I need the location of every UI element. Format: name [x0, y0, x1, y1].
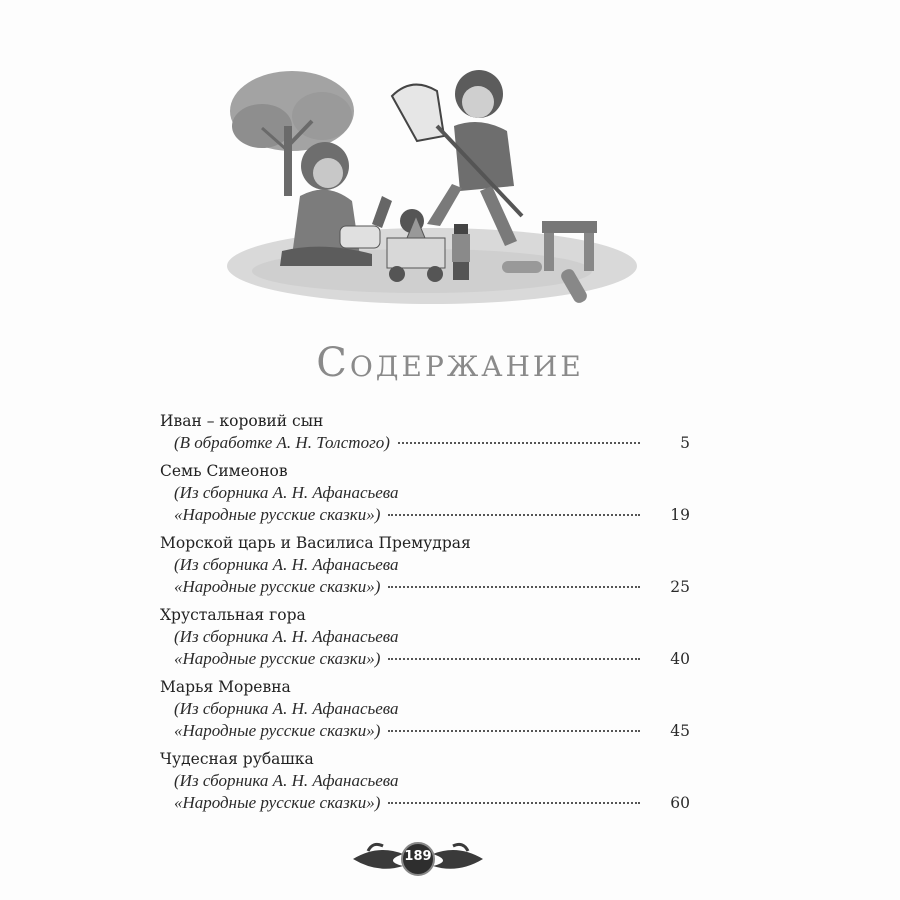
toc-entry-page-number: 19 [670, 506, 690, 524]
toc-entry-source-line [160, 770, 690, 792]
children-playing-illustration [222, 56, 642, 304]
toc-entry-title: Чудесная рубашка [160, 750, 314, 768]
toc-entry-source-line [160, 626, 690, 648]
dot-leader [388, 802, 640, 804]
toc-entry-title: Марья Моревна [160, 678, 291, 696]
toc-entry-source-line [160, 720, 690, 742]
toc-entry [160, 748, 690, 814]
toc-entry-source-text: (Из сборника А. Н. Афанасьева [174, 771, 399, 790]
toc-entry [160, 460, 690, 526]
toc-entry-title: Семь Симеонов [160, 462, 288, 480]
toc-entry-page-number: 5 [680, 434, 690, 452]
toc-entry-source-line [160, 698, 690, 720]
toc-entry-source-line [160, 482, 690, 504]
toc-entry-source-line [160, 648, 690, 670]
toc-entry-source-text: (Из сборника А. Н. Афанасьева [174, 627, 399, 646]
toc-entry-source-line [160, 554, 690, 576]
toc-entry [160, 604, 690, 670]
page-number-ornament [348, 836, 488, 882]
page-title: Содержание [316, 340, 584, 386]
toc-entry-source-text: «Народные русские сказки») [174, 793, 381, 812]
dot-leader [388, 658, 640, 660]
table-of-contents [160, 410, 690, 820]
toc-entry-source-line [160, 792, 690, 814]
toc-entry [160, 676, 690, 742]
toc-entry-page-number: 40 [670, 650, 690, 668]
dot-leader [398, 442, 640, 444]
toc-entry-source-text: «Народные русские сказки») [174, 649, 381, 668]
toc-entry-page-number: 60 [670, 794, 690, 812]
toc-entry [160, 532, 690, 598]
toc-entry-source-text: (Из сборника А. Н. Афанасьева [174, 699, 399, 718]
toc-entry-title: Хрустальная гора [160, 606, 306, 624]
page-number: 189 [404, 849, 432, 864]
toc-entry-page-number: 25 [670, 578, 690, 596]
toc-entry [160, 410, 690, 454]
dot-leader [388, 586, 640, 588]
toc-entry-source-text: (В обработке А. Н. Толстого) [174, 433, 390, 452]
toy-soldier-figure [452, 224, 470, 280]
toc-entry-title: Иван – коровий сын [160, 412, 324, 430]
toc-entry-title: Морской царь и Василиса Премудрая [160, 534, 471, 552]
toc-entry-source-text: «Народные русские сказки») [174, 505, 381, 524]
toc-entry-source-line [160, 504, 690, 526]
toc-entry-source-text: (Из сборника А. Н. Афанасьева [174, 483, 399, 502]
standing-child-figure [427, 70, 517, 246]
toc-entry-source-text: (Из сборника А. Н. Афанасьева [174, 555, 399, 574]
toc-entry-source-text: «Народные русские сказки») [174, 721, 381, 740]
toc-entry-source-line [160, 576, 690, 598]
toc-entry-source-line [160, 432, 690, 454]
dot-leader [388, 730, 640, 732]
toc-entry-page-number: 45 [670, 722, 690, 740]
toc-entry-source-text: «Народные русские сказки») [174, 577, 381, 596]
dot-leader [388, 514, 640, 516]
